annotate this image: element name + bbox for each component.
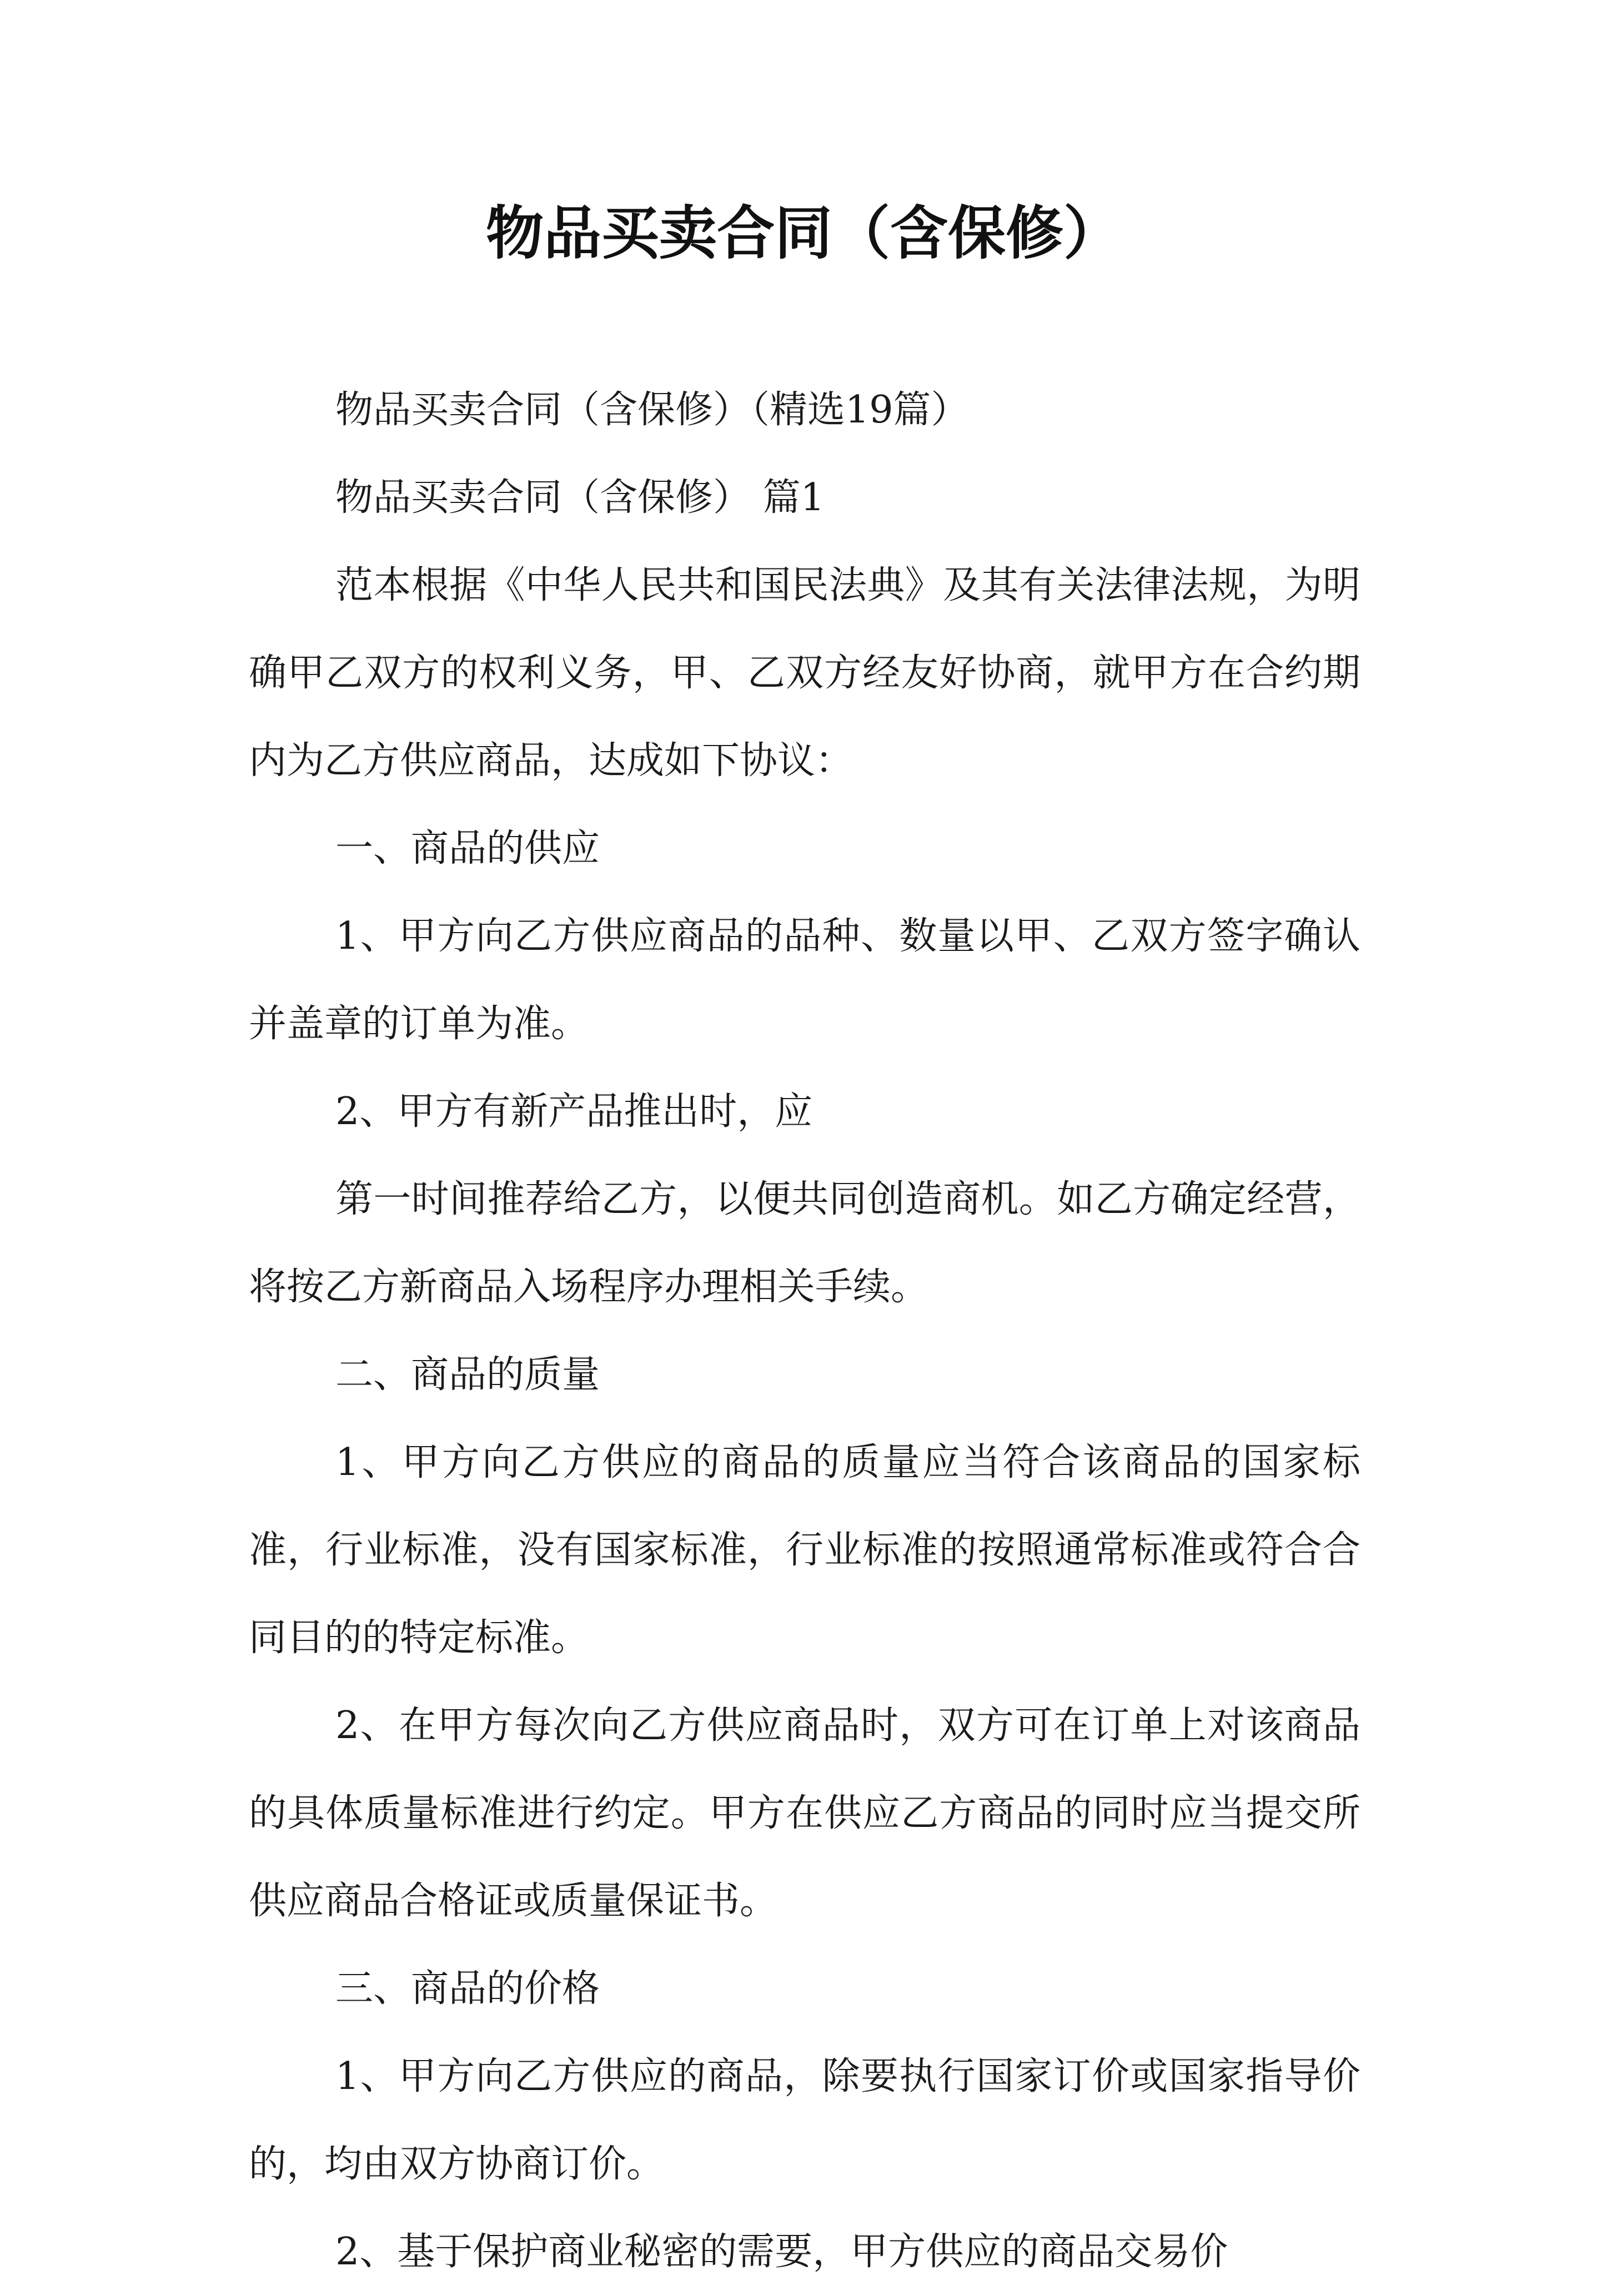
paragraph-clause-3-2: 2、基于保护商业秘密的需要，甲方供应的商品交易价 <box>335 2230 1228 2274</box>
paragraph-clause-1-2: 2、甲方有新产品推出时，应 <box>335 1090 813 1134</box>
paragraph-clause-2-2: 2、在甲方每次向乙方供应商品时，双方可在订单上对该商品的具体质量标准进行约定。甲方在供应乙方商品的同时应当提交所供应商品合格证或质量保证书。 <box>249 1704 1360 1923</box>
paragraph-collection-heading: 物品买卖合同（含保修）（精选19篇） <box>335 388 969 432</box>
paragraph-clause-heading-3: 三、商品的价格 <box>335 1967 600 2011</box>
paragraph-clause-1-2-cont: 第一时间推荐给乙方，以便共同创造商机。如乙方确定经营，将按乙方新商品入场程序办理相关手续。 <box>249 1177 1360 1309</box>
paragraph-clause-3-1: 1、甲方向乙方供应的商品，除要执行国家订价或国家指导价的，均由双方协商订价。 <box>249 2055 1360 2186</box>
paragraph-clause-heading-1: 一、商品的供应 <box>335 827 600 870</box>
paragraph-preamble: 范本根据《中华人民共和国民法典》及其有关法律法规，为明确甲乙双方的权利义务，甲、乙双方经友好协商，就甲方在合约期内为乙方供应商品，达成如下协议： <box>249 563 1360 783</box>
paragraph-section-heading: 物品买卖合同（含保修） 篇1 <box>335 476 825 520</box>
document-body <box>249 366 1360 2296</box>
paragraph-clause-heading-2: 二、商品的质量 <box>335 1353 600 1397</box>
paragraph-clause-2-1: 1、甲方向乙方供应的商品的质量应当符合该商品的国家标准，行业标准，没有国家标准，行业标准的按照通常标准或符合合同目的的特定标准。 <box>249 1441 1360 1660</box>
document-title: 物品买卖合同（含保修） <box>485 199 1121 267</box>
paragraph-clause-1-1: 1、甲方向乙方供应商品的品种、数量以甲、乙双方签字确认并盖章的订单为准。 <box>249 914 1360 1046</box>
